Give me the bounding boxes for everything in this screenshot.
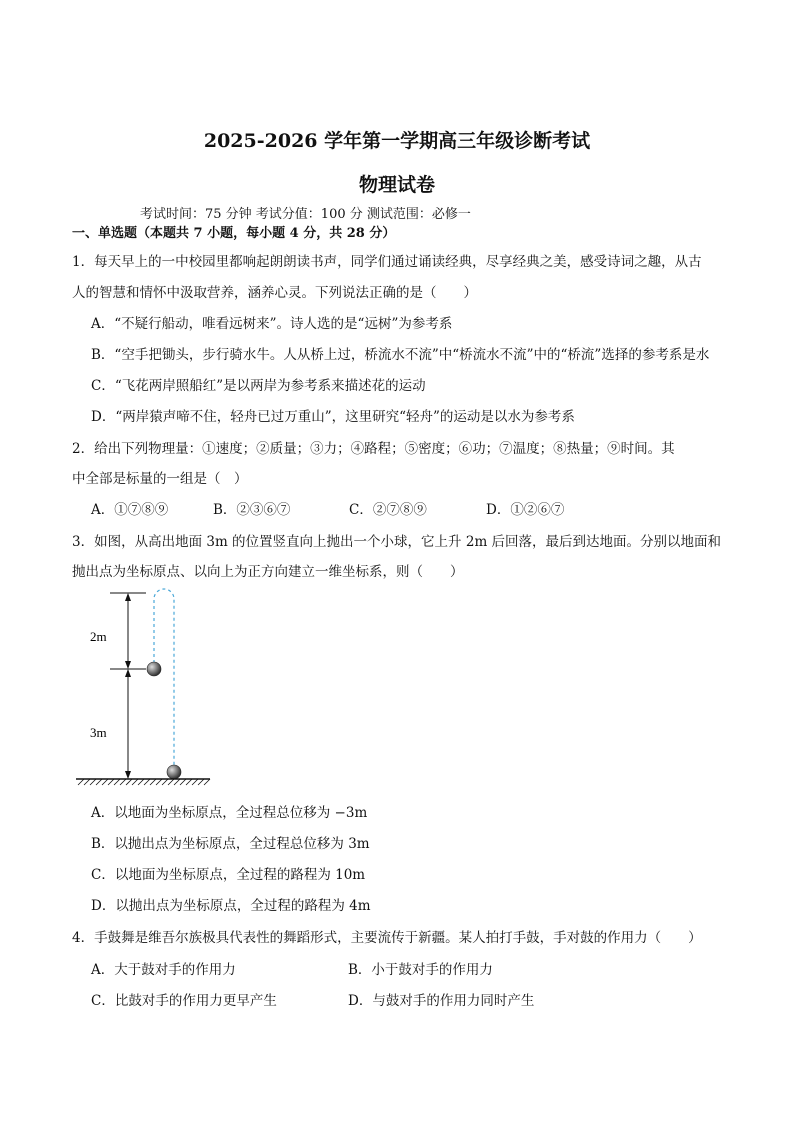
upper-arrow-up [125,593,131,601]
q4-stem: 4．手鼓舞是维吾尔族极具代表性的舞蹈形式，主要流传于新疆。某人拍打手鼓，手对鼓的作用力（ ） [72,930,702,946]
q2-option-b: B．②③⑥⑦ [213,502,291,518]
q2-stem-line2: 中全部是标量的一组是（ ） [72,471,248,487]
q3-option-c: C．以地面为坐标原点，全过程的路程为 10m [91,867,366,883]
q1-option-d: D．“两岸猿声啼不住，轻舟已过万重山”，这里研究“轻舟”的运动是以水为参考系 [91,409,575,425]
q4-option-c: C．比鼓对手的作用力更早产生 [91,993,277,1009]
q1-stem-line1: 1．每天早上的一中校园里都响起朗朗读书声，同学们通过诵读经典，尽享经典之美，感受诗词之趣，从古 [72,254,702,270]
q3-stem-line1: 3．如图，从高出地面 3m 的位置竖直向上抛出一个小球，它上升 2m 后回落，最后到达地面。分别以地面和 [72,534,722,550]
upper-arrow-down [125,661,131,669]
q2-option-c: C．②⑦⑧⑨ [349,502,427,518]
ball-ground [167,765,181,779]
q2-option-a: A．①⑦⑧⑨ [91,502,169,518]
q1-option-c: C．“飞花两岸照船红”是以两岸为参考系来描述花的运动 [91,378,426,394]
q1-option-b: B．“空手把锄头，步行骑水牛。人从桥上过，桥流水不流”中“桥流水不流”中的“桥流”选择的参考系是水 [91,347,710,363]
trajectory-dashed [154,589,174,770]
q4-option-d: D．与鼓对手的作用力同时产生 [348,993,535,1009]
exam-title: 2025-2026 学年第一学期高三年级诊断考试 [203,130,591,152]
label-2m: 2m [90,629,107,644]
q1-option-a: A．“不疑行船动，唯看远树来”。诗人选的是“远树”为参考系 [91,316,453,332]
q3-option-d: D．以抛出点为坐标原点，全过程的路程为 4m [91,898,371,914]
ball-launch [147,662,161,676]
label-3m: 3m [90,725,107,740]
q1-stem-line2: 人的智慧和情怀中汲取营养，涵养心灵。下列说法正确的是（ ） [72,285,477,301]
q3-stem-line2: 抛出点为坐标原点、以向上为正方向建立一维坐标系，则（ ） [72,564,464,580]
exam-info: 考试时间：75 分钟 考试分值：100 分 测试范围：必修一 [140,207,471,222]
q3-option-a: A．以地面为坐标原点，全过程总位移为 −3m [91,805,368,821]
q4-option-a: A．大于鼓对手的作用力 [91,962,236,978]
ground-hatching [78,779,210,785]
exam-subtitle: 物理试卷 [358,174,435,196]
q4-option-b: B．小于鼓对手的作用力 [348,962,493,978]
q2-option-d: D．①②⑥⑦ [486,502,565,518]
q3-option-b: B．以抛出点为坐标原点，全过程总位移为 3m [91,836,370,852]
lower-arrow-down [125,771,131,779]
lower-arrow-up [125,669,131,677]
q2-stem-line1: 2．给出下列物理量：①速度；②质量；③力；④路程；⑤密度；⑥功；⑦温度；⑧热量；⑨时间。其 [72,441,675,457]
q3-figure [70,585,220,795]
section-heading: 一、单选题（本题共 7 小题，每小题 4 分，共 28 分） [72,226,396,241]
